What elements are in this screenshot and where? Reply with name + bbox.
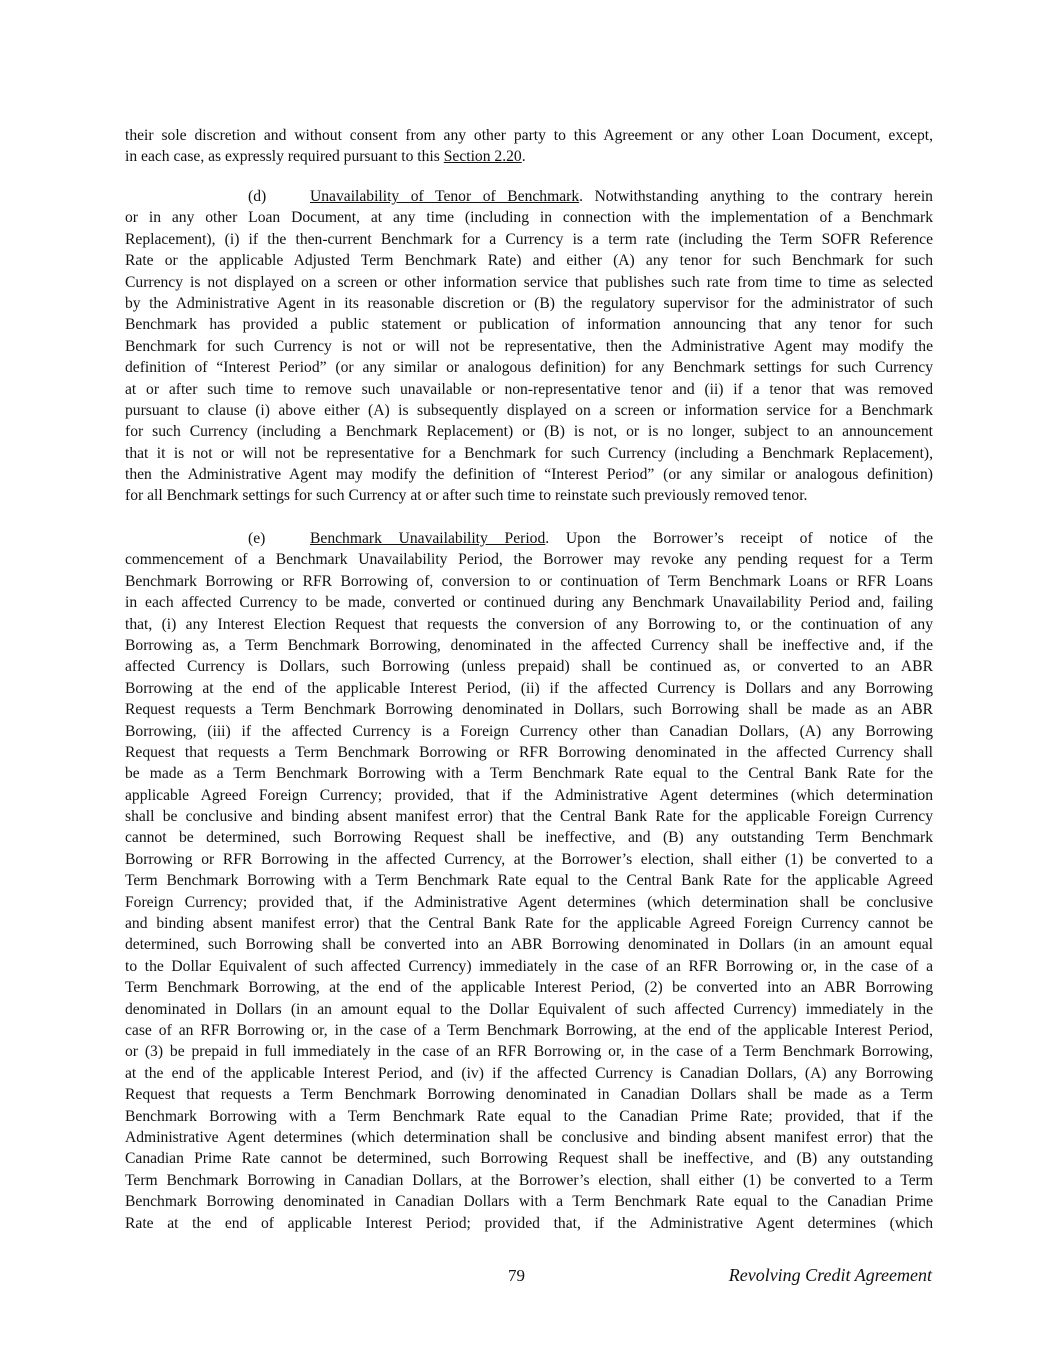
text-line: be made as a Term Benchmark Borrowing with a Term Benchmark Rate equal to the Central Bank Rate for the xyxy=(125,765,933,783)
text-line: Benchmark Borrowing denominated in Canadian Dollars with a Term Benchmark Rate equal to the Canadian Prime xyxy=(125,1193,933,1211)
text-line xyxy=(125,146,933,167)
text-line: Term Benchmark Borrowing with a Term Benchmark Rate equal to the Central Bank Rate for the applicable Agreed xyxy=(125,872,933,890)
text-line: affected Currency is Dollars, such Borrowing (unless prepaid) shall be continued as, or converted to an ABR xyxy=(125,658,933,676)
text-line: Request requests a Term Benchmark Borrowing denominated in Dollars, such Borrowing shall be made as an ABR xyxy=(125,701,933,719)
intro-paragraph xyxy=(125,125,933,168)
text-line: pursuant to clause (i) above either (A) is subsequently displayed on a screen or information service for a Benchmark xyxy=(125,401,933,419)
text-line: Foreign Currency; provided that, if the Administrative Agent determines (which determination shall be conclusive xyxy=(125,893,933,911)
text-line: Request that requests a Term Benchmark Borrowing denominated in Canadian Dollars shall be made as a Term xyxy=(125,1086,933,1104)
text-line: Rate or the applicable Adjusted Term Benchmark Rate) and either (A) any tenor for such Benchmark for such xyxy=(125,252,933,270)
text-line: Currency is not displayed on a screen or other information service that publishes such rate from time to time as selected xyxy=(125,273,933,291)
page-number: 79 xyxy=(508,1266,525,1285)
text-line: then the Administrative Agent may modify the definition of “Interest Period” (or any similar or analogous definition) xyxy=(125,466,933,484)
section-d-label: (d) xyxy=(248,188,267,205)
text-segment: . Notwithstanding anything to the contrary herein xyxy=(579,188,933,205)
text-segment: . Upon the Borrower’s receipt of notice of the xyxy=(545,530,933,547)
text-line: Canadian Prime Rate cannot be determined, such Borrowing Request shall be ineffective, and (B) any outstanding xyxy=(125,1150,933,1168)
text-line: Term Benchmark Borrowing, at the end of the applicable Interest Period, (2) be converted into an ABR Borrowing xyxy=(125,979,933,997)
section-e-label: (e) xyxy=(248,530,266,547)
text-line: for all Benchmark settings for such Currency at or after such time to reinstate such previously removed tenor. xyxy=(125,487,808,505)
text-line: their sole discretion and without consent from any other party to this Agreement or any other Loan Document, except, xyxy=(125,127,933,144)
section-d-first-line xyxy=(125,186,933,207)
section-d-heading: Unavailability of Tenor of Benchmark xyxy=(310,188,580,205)
text-line: by the Administrative Agent in its reasonable discretion or (B) the regulatory supervisor for the administrator of such xyxy=(125,294,933,312)
text-line: Borrowing, (iii) if the affected Currency is a Foreign Currency other than Canadian Dollars, (A) any Borrowing xyxy=(125,722,933,740)
text-line: determined, such Borrowing shall be converted into an ABR Borrowing denominated in Dollars (in an amount equal xyxy=(125,936,933,954)
text-line: Benchmark Borrowing or RFR Borrowing of, conversion to or continuation of Term Benchmark Loans or RFR Loans xyxy=(125,572,933,590)
document-title-footer: Revolving Credit Agreement xyxy=(728,1265,932,1285)
text-line: Borrowing as, a Term Benchmark Borrowing, denominated in the affected Currency shall be ineffective and, if the xyxy=(125,636,933,654)
text-line: denominated in Dollars (in an amount equal to the Dollar Equivalent of such affected Currency) immediately in the xyxy=(125,1000,933,1018)
text-line: Borrowing at the end of the applicable Interest Period, (ii) if the affected Currency is Dollars and any Borrowing xyxy=(125,679,933,697)
text-line: Administrative Agent determines (which determination shall be conclusive and binding absent manifest error) that the xyxy=(125,1128,933,1146)
text-line: at the end of the applicable Interest Period, and (iv) if the affected Currency is Canadian Dollars, (A) any Borrowing xyxy=(125,1064,933,1082)
text-line: to the Dollar Equivalent of such affected Currency) immediately in the case of an RFR Borrowing or, in the case of a xyxy=(125,957,933,975)
text-line: Request that requests a Term Benchmark Borrowing or RFR Borrowing denominated in the affected Currency shall xyxy=(125,743,933,761)
text-line: that, (i) any Interest Election Request that requests the conversion of any Borrowing to, or the continuation of any xyxy=(125,615,933,633)
text-line: Term Benchmark Borrowing in Canadian Dollars, at the Borrower’s election, shall either (1) be converted to a Term xyxy=(125,1171,933,1189)
text-line: Replacement), (i) if the then-current Benchmark for a Currency is a term rate (including the Term SOFR Reference xyxy=(125,230,933,248)
text-segment: . xyxy=(521,148,526,166)
text-line: and binding absent manifest error) that the Central Bank Rate for the applicable Agreed Foreign Currency cannot be xyxy=(125,915,933,933)
section-e-paragraph xyxy=(125,528,933,1234)
text-line: Benchmark for such Currency is not or will not be representative, then the Administrative Agent may modify the xyxy=(125,337,933,355)
section-reference-link[interactable]: Section 2.20 xyxy=(443,148,522,166)
section-e-heading: Benchmark Unavailability Period xyxy=(310,530,546,547)
text-line: cannot be determined, such Borrowing Request shall be ineffective, and (B) any outstanding Term Benchmark xyxy=(125,829,933,847)
text-line: case of an RFR Borrowing or, in the case of a Term Benchmark Borrowing, at the end of the applicable Interest Period, xyxy=(125,1021,933,1039)
section-d-paragraph xyxy=(125,186,933,507)
text-line: Benchmark Borrowing with a Term Benchmark Rate equal to the Canadian Prime Rate; provided, that if the xyxy=(125,1107,933,1125)
text-line: applicable Agreed Foreign Currency; provided, that if the Administrative Agent determines (which determination xyxy=(125,786,933,804)
text-line: or (3) be prepaid in full immediately in the case of an RFR Borrowing or, in the case of a Term Benchmark Borrowing, xyxy=(125,1043,933,1061)
text-line: Benchmark has provided a public statement or publication of information announcing that any tenor for such xyxy=(125,316,933,334)
section-e-first-line xyxy=(125,528,933,549)
text-line: at or after such time to remove such unavailable or non-representative tenor and (ii) if a tenor that was removed xyxy=(125,380,933,398)
text-line: definition of “Interest Period” (or any similar or analogous definition) for any Benchmark settings for such Currency xyxy=(125,359,933,377)
text-segment: in each case, as expressly required pursuant to this xyxy=(125,148,444,166)
text-line: that it is not or will not be representative for a Benchmark for such Currency (including a Benchmark Replacement), xyxy=(125,444,933,462)
text-line: Rate at the end of applicable Interest Period; provided that, if the Administrative Agent determines (which xyxy=(125,1214,933,1232)
text-line: or in any other Loan Document, at any time (including in connection with the implementation of a Benchmark xyxy=(125,209,933,227)
text-line: in each affected Currency to be made, converted or continued during any Benchmark Unavailability Period and, failing xyxy=(125,594,933,612)
text-line: commencement of a Benchmark Unavailability Period, the Borrower may revoke any pending request for a Term xyxy=(125,551,933,569)
text-line: for such Currency (including a Benchmark Replacement) or (B) is not, or is no longer, subject to an announcement xyxy=(125,423,933,441)
text-line: Borrowing or RFR Borrowing in the affected Currency, at the Borrower’s election, shall either (1) be converted to a xyxy=(125,850,933,868)
text-line: shall be conclusive and binding absent manifest error) that the Central Bank Rate for the applicable Foreign Currency xyxy=(125,808,933,826)
